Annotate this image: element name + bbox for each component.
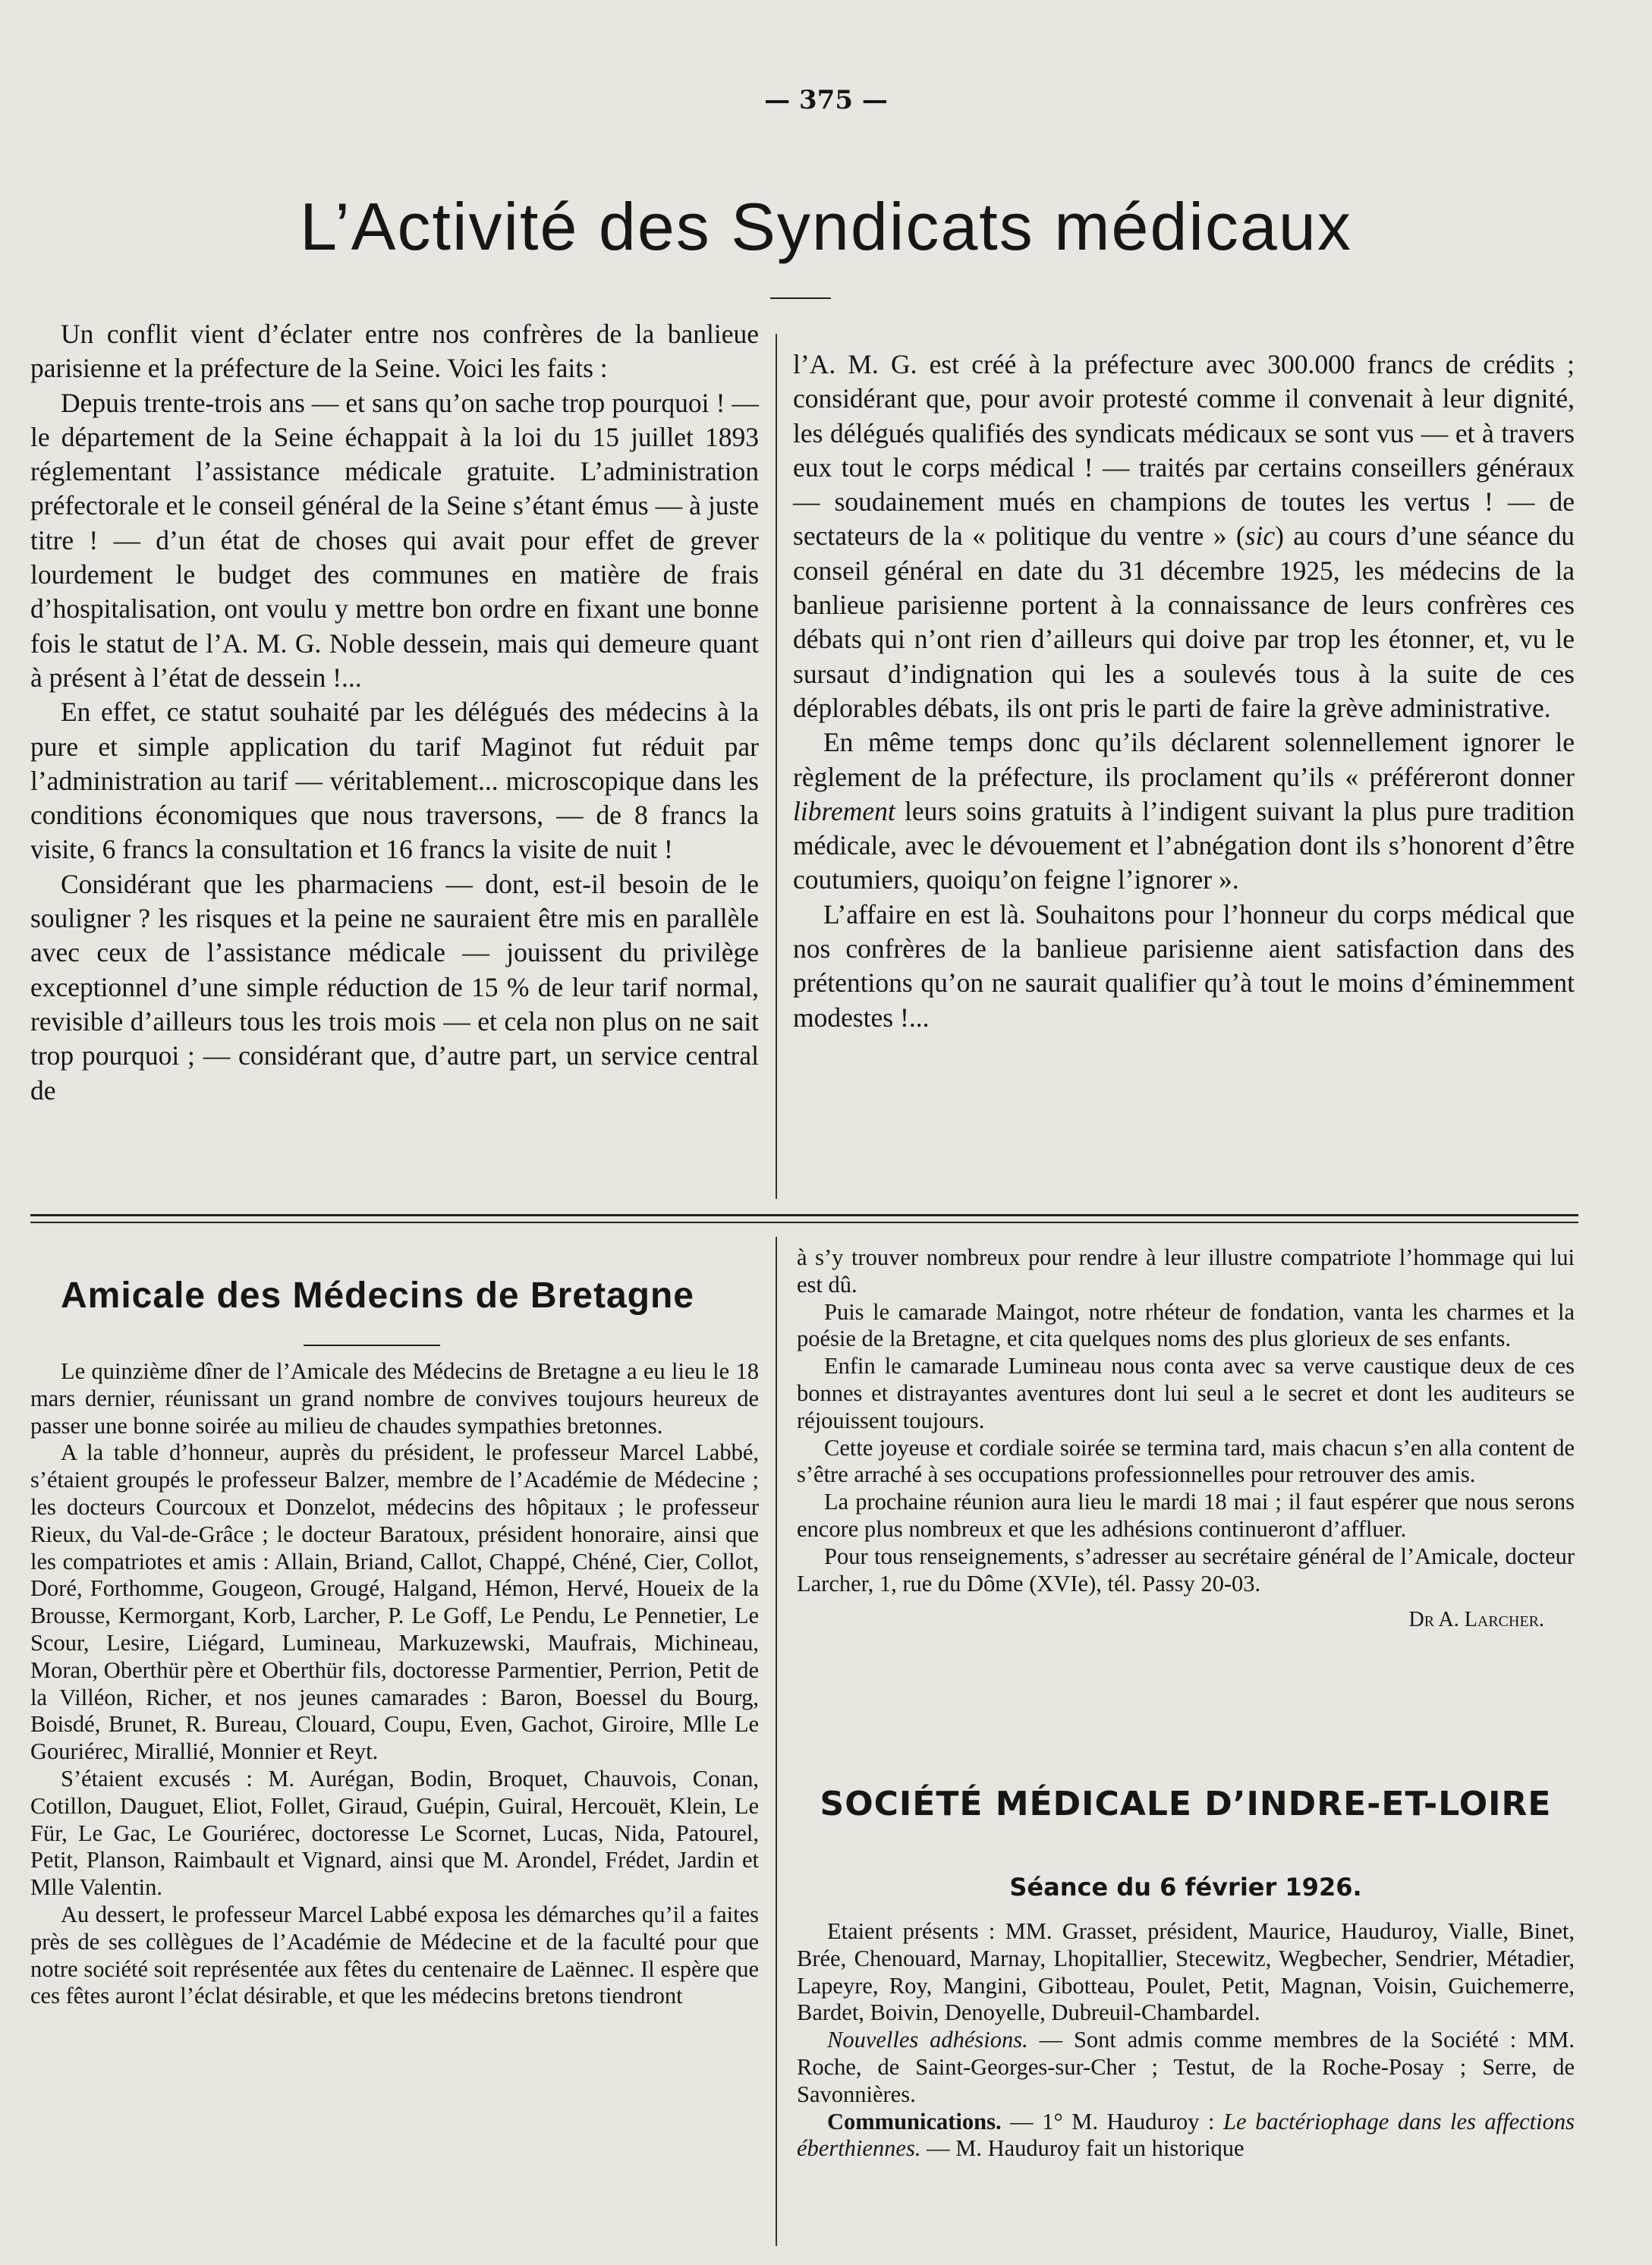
column-divider bbox=[776, 334, 777, 1199]
paragraph: Enfin le camarade Lumineau nous conta avec sa verve caustique deux de ces bonnes et distrayantes aventures dont lui seul a le secret et dont les auditeurs se réjouissent toujours. bbox=[797, 1353, 1575, 1433]
title-ornament bbox=[770, 297, 831, 299]
librement-emphasis: librement bbox=[793, 795, 895, 826]
paragraph: A la table d’honneur, auprès du président, le professeur Marcel Labbé, s’étaient groupés le professeur Balzer, membre de l’Académie de Médecine ; les docteurs Courcoux et Donzelot, médecins des hôpitaux ; le professeur Rieux, du Val-de-Grâce ; le docteur Baratoux, président honoraire, ainsi que les compatriotes et amis : Allain, Briand, Callot, Chappé, Chéné, Cier, Collot, Doré, Forthomme, Gougeon, Grougé, Halgand, Hémon, Hervé, Houeix de la Brousse, Kermorgant, Korb, Larcher, P. Le Goff, Le Pendu, Le Pennetier, Le Scour, Lesire, Liégard, Lumineau, Markuzewski, Maufrais, Michineau, Moran, Oberthür père et Oberthür fils, doctoresse Parmentier, Perrion, Petit de la Villéon, Richer, et nos jeunes camarades : Baron, Boessel du Bourg, Boisdé, Brunet, R. Bureau, Clouard, Coupu, Even, Gachot, Giroire, Mlle Le Gouriérec, Mirallié, Monnier et Reyt. bbox=[30, 1439, 759, 1765]
paragraph: S’étaient excusés : M. Aurégan, Bodin, Broquet, Chauvois, Conan, Cotillon, Dauguet, Eliot, Follet, Giraud, Guépin, Guiral, Hercouët, Klein, Le Für, Le Gac, Le Gouriérec, doctoresse Le Scornet, Lucas, Nida, Patourel, Petit, Planson, Raimbault et Vignard, ainsi que M. Arondel, Frédet, Jardin et Mlle Valentin. bbox=[30, 1765, 759, 1901]
signature bbox=[797, 1606, 1575, 1634]
paragraph: Un conflit vient d’éclater entre nos confrères de la banlieue parisienne et la préfecture de la Seine. Voici les faits : bbox=[30, 319, 759, 384]
paragraph bbox=[797, 2109, 1575, 2163]
page-number: — 375 — bbox=[764, 85, 888, 115]
paragraph: Etaient présents : MM. Grasset, président, Maurice, Hauduroy, Vialle, Binet, Brée, Chenouard, Marnay, Lhopitallier, Stecewitz, Wegbecher, Sendrier, Métadier, Lapeyre, Roy, Mangini, Gibotteau, Poulet, Petit, Magnan, Voisin, Guichemerre, Bardet, Boivin, Denoyelle, Dubreuil-Chambardel. bbox=[797, 1918, 1575, 2026]
text-run: leurs soins gratuits à l’indigent suivant la plus pure tradition médicale, avec le dévouement et l’abnégation dont ils s’honorent d’être coutumiers, quoiqu’on feigne l’ignorer ». bbox=[793, 795, 1575, 895]
column-divider-bottom bbox=[776, 1237, 777, 2246]
adhesions-label: Nouvelles adhésions. bbox=[827, 2027, 1028, 2053]
seance-heading: Séance du 6 février 1926. bbox=[1009, 1873, 1362, 1902]
sic-emphasis: sic bbox=[1245, 521, 1276, 552]
text-run: — Sont admis comme membres de la Société : MM. Roche, de Saint-Georges-sur-Cher ; Testut, de la Roche-Posay ; Serre, de Savonnières. bbox=[797, 2027, 1575, 2107]
paragraph bbox=[793, 725, 1575, 897]
paragraph: Puis le camarade Maingot, notre rhéteur de fondation, vanta les charmes et la poésie de la Bretagne, et cita quelques noms des plus glorieux de ses enfants. bbox=[797, 1298, 1575, 1352]
paragraph: Au dessert, le professeur Marcel Labbé exposa les démarches qu’il a faites près de ses collègues de l’Académie de Médecine et de la faculté pour que notre société soit représentée aux fêtes du centenaire de Laënnec. Il espère que ces fêtes auront l’éclat désirable, et que les médecins bretons tiendront bbox=[30, 1901, 759, 2009]
text-run: — M. Hauduroy fait un historique bbox=[920, 2135, 1245, 2162]
article-title: L’Activité des Syndicats médicaux bbox=[300, 189, 1352, 264]
amicale-left-column bbox=[30, 1358, 759, 2010]
syndicats-right-column bbox=[793, 348, 1575, 1035]
amicale-title: Amicale des Médecins de Bretagne bbox=[61, 1276, 694, 1316]
amicale-ornament bbox=[304, 1345, 440, 1346]
communications-label: Communications. bbox=[827, 2108, 1002, 2134]
paragraph: à s’y trouver nombreux pour rendre à leur illustre compatriote l’hommage qui lui est dû. bbox=[797, 1244, 1575, 1298]
paragraph bbox=[793, 348, 1575, 725]
paragraph: En effet, ce statut souhaité par les délégués des médecins à la pure et simple application du tarif Maginot fut réduit par l’administration au tarif — véritablement... microscopique dans les conditions économiques que nous traversons, — de 8 francs la visite, 6 francs la consultation et 16 francs la visite de nuit ! bbox=[30, 697, 759, 865]
section-divider bbox=[30, 1214, 1578, 1216]
syndicats-left-column bbox=[30, 317, 759, 1108]
paragraph: L’affaire en est là. Souhaitons pour l’honneur du corps médical que nos confrères de la banlieue parisienne aient satisfaction dans des prétentions qu’on ne saurait qualifier qu’à tout le moins d’éminemment modestes !... bbox=[793, 898, 1575, 1033]
text-run: — 1° M. Hauduroy : bbox=[1001, 2108, 1224, 2134]
societe-title: SOCIÉTÉ MÉDICALE D’INDRE-ET-LOIRE bbox=[820, 1785, 1552, 1823]
paragraph: Pour tous renseignements, s’adresser au secrétaire général de l’Amicale, docteur Larcher, 1, rue du Dôme (XVIe), tél. Passy 20-03. bbox=[797, 1543, 1575, 1597]
amicale-right-column bbox=[797, 1244, 1575, 1634]
communication-title: Le bactériophage dans les affections éberthiennes. bbox=[797, 2108, 1575, 2162]
paragraph: Cette joyeuse et cordiale soirée se termina tard, mais chacun s’en alla content de s’être arraché à ses occupations professionnelles pour retrouver des amis. bbox=[797, 1434, 1575, 1488]
paragraph bbox=[797, 2027, 1575, 2108]
text-run: l’A. M. G. est créé à la préfecture avec 300.000 francs de crédits ; considérant que, pour avoir protesté comme il convenait à leur dignité, les délégués qualifiés des syndicats médicaux se sont vus — et à travers eux tout le corps médical ! — traités par certains conseillers généraux — soudainement mués en champions de toutes les vertus ! — de sectateurs de la « politique du ventre » ( bbox=[793, 349, 1575, 552]
societe-body bbox=[797, 1918, 1575, 2163]
paragraph: Considérant que les pharmaciens — dont, est-il besoin de le souligner ? les risques et la peine ne sauraient être mis en parallèle avec ceux de l’assistance médicale — jouissent du privilège exceptionnel d’une simple réduction de 15 % de leur tarif normal, revisible d’ailleurs tous les trois mois — et cela non plus on ne sait trop pourquoi ; — considérant que, d’autre part, un service central de bbox=[30, 868, 759, 1106]
paragraph: Le quinzième dîner de l’Amicale des Médecins de Bretagne a eu lieu le 18 mars dernier, réunissant un grand nombre de convives toujours heureux de passer une bonne soirée au milieu de chaudes sympathies bretonnes. bbox=[30, 1358, 759, 1439]
paragraph: Depuis trente-trois ans — et sans qu’on sache trop pourquoi ! — le département de la Seine échappait à la loi du 15 juillet 1893 réglementant l’assistance médicale gratuite. L’administration préfectorale et le conseil général de la Seine s’étant émus — à juste titre ! — d’un état de choses qui avait pour effet de grever lourdement le budget des communes en matière de frais d’hospitalisation, ont voulu y mettre bon ordre en fixant une bonne fois le statut de l’A. M. G. Noble dessein, mais qui demeure quant à présent à l’état de dessein !... bbox=[30, 387, 759, 693]
section-divider-second bbox=[30, 1222, 1578, 1223]
text-run: En même temps donc qu’ils déclarent solennellement ignorer le règlement de la préfecture, ils proclament qu’ils « préféreront donner bbox=[793, 727, 1575, 792]
paragraph: La prochaine réunion aura lieu le mardi 18 mai ; il faut espérer que nous serons encore plus nombreux et que les adhésions continueront d’affluer. bbox=[797, 1489, 1575, 1542]
signature-text: Dr A. Larcher. bbox=[1408, 1608, 1544, 1632]
text-run: ) au cours d’une séance du conseil général en date du 31 décembre 1925, les médecins de la banlieue parisienne portent à la connaissance de leurs confrères ces débats qui n’ont rien d’ailleurs qui doive par trop les étonner, et, vu le sursaut d’indignation qui les a soulevés tous à la suite de ces déplorables débats, ils ont pris le parti de faire la grève administrative. bbox=[793, 521, 1575, 723]
